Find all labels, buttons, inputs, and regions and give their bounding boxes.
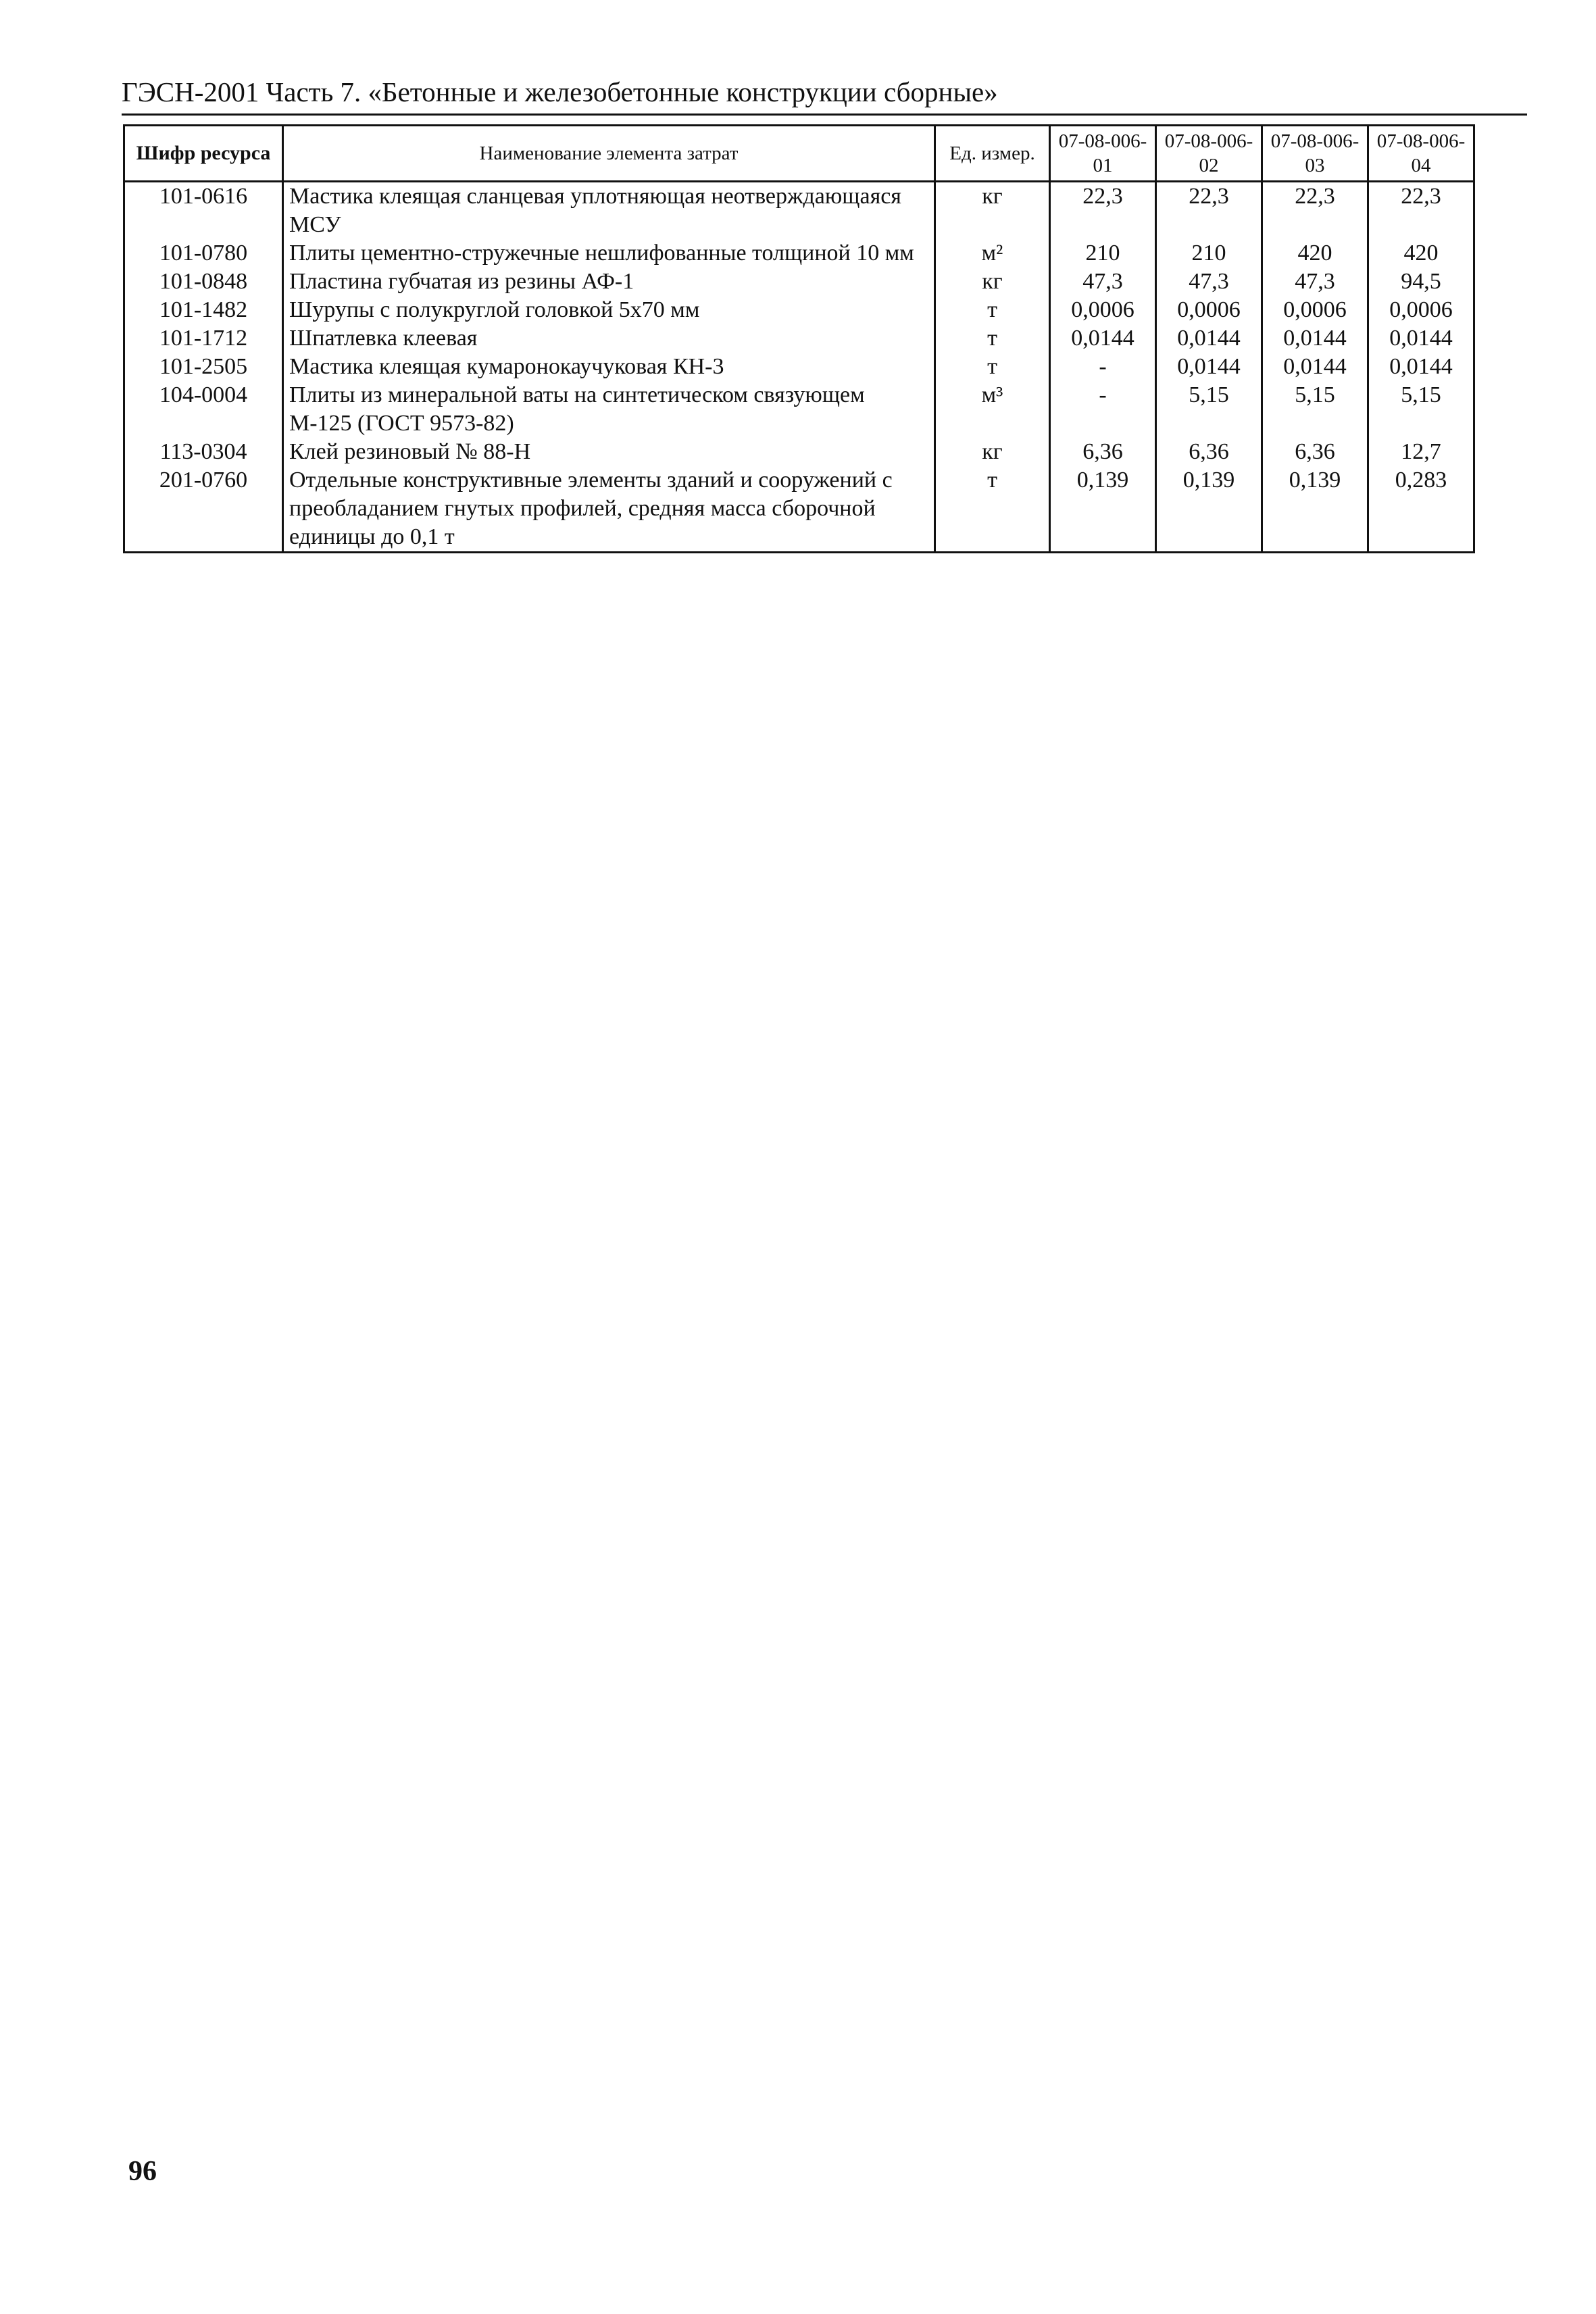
resource-unit: т bbox=[935, 353, 1050, 381]
resource-name: Клей резиновый № 88-Н bbox=[283, 438, 935, 466]
resource-unit: м² bbox=[935, 239, 1050, 268]
resource-name: Шурупы с полукруглой головкой 5х70 мм bbox=[283, 296, 935, 324]
value-07-08-006-04: 0,0006 bbox=[1368, 296, 1474, 324]
column-header-code: Шифр ресурса bbox=[124, 126, 283, 182]
value-07-08-006-01: 0,0144 bbox=[1050, 324, 1156, 353]
value-07-08-006-01: 0,139 bbox=[1050, 466, 1156, 553]
page-number: 96 bbox=[128, 2156, 157, 2187]
value-07-08-006-03: 420 bbox=[1262, 239, 1368, 268]
resource-unit: кг bbox=[935, 182, 1050, 240]
value-07-08-006-01: 22,3 bbox=[1050, 182, 1156, 240]
value-07-08-006-02: 0,0144 bbox=[1156, 324, 1262, 353]
table-header-row bbox=[124, 126, 1474, 182]
resource-code: 101-0780 bbox=[124, 239, 283, 268]
value-07-08-006-03: 0,0006 bbox=[1262, 296, 1368, 324]
value-07-08-006-02: 210 bbox=[1156, 239, 1262, 268]
table-row bbox=[124, 466, 1474, 553]
value-07-08-006-04: 0,0144 bbox=[1368, 324, 1474, 353]
column-header-07-08-006-04: 07-08-006-04 bbox=[1368, 126, 1474, 182]
value-07-08-006-02: 0,0144 bbox=[1156, 353, 1262, 381]
table-row bbox=[124, 182, 1474, 240]
value-07-08-006-03: 47,3 bbox=[1262, 268, 1368, 296]
column-header-name: Наименование элемента затрат bbox=[283, 126, 935, 182]
column-header-07-08-006-01: 07-08-006-01 bbox=[1050, 126, 1156, 182]
resource-code: 101-1482 bbox=[124, 296, 283, 324]
table-row bbox=[124, 239, 1474, 268]
resource-unit: т bbox=[935, 324, 1050, 353]
resource-code: 101-0616 bbox=[124, 182, 283, 240]
resource-code: 101-0848 bbox=[124, 268, 283, 296]
value-07-08-006-02: 22,3 bbox=[1156, 182, 1262, 240]
table-row bbox=[124, 268, 1474, 296]
value-07-08-006-03: 6,36 bbox=[1262, 438, 1368, 466]
table-row bbox=[124, 324, 1474, 353]
table-row bbox=[124, 381, 1474, 438]
value-07-08-006-04: 420 bbox=[1368, 239, 1474, 268]
resource-code: 104-0004 bbox=[124, 381, 283, 438]
value-07-08-006-01: - bbox=[1050, 381, 1156, 438]
value-07-08-006-03: 0,0144 bbox=[1262, 324, 1368, 353]
resource-unit: т bbox=[935, 296, 1050, 324]
value-07-08-006-01: 6,36 bbox=[1050, 438, 1156, 466]
column-header-unit: Ед. измер. bbox=[935, 126, 1050, 182]
value-07-08-006-01: 210 bbox=[1050, 239, 1156, 268]
value-07-08-006-02: 0,139 bbox=[1156, 466, 1262, 553]
table-row bbox=[124, 353, 1474, 381]
resource-unit: кг bbox=[935, 438, 1050, 466]
value-07-08-006-04: 5,15 bbox=[1368, 381, 1474, 438]
resource-name: Мастика клеящая кумаронокаучуковая КН-3 bbox=[283, 353, 935, 381]
value-07-08-006-04: 0,0144 bbox=[1368, 353, 1474, 381]
resource-code: 101-2505 bbox=[124, 353, 283, 381]
value-07-08-006-03: 0,139 bbox=[1262, 466, 1368, 553]
resource-name: Плиты из минеральной ваты на синтетическом связующем М-125 (ГОСТ 9573-82) bbox=[283, 381, 935, 438]
resource-name: Шпатлевка клеевая bbox=[283, 324, 935, 353]
value-07-08-006-04: 94,5 bbox=[1368, 268, 1474, 296]
value-07-08-006-04: 22,3 bbox=[1368, 182, 1474, 240]
resource-unit: кг bbox=[935, 268, 1050, 296]
value-07-08-006-02: 6,36 bbox=[1156, 438, 1262, 466]
resource-table bbox=[123, 124, 1475, 553]
value-07-08-006-02: 47,3 bbox=[1156, 268, 1262, 296]
value-07-08-006-03: 5,15 bbox=[1262, 381, 1368, 438]
value-07-08-006-03: 22,3 bbox=[1262, 182, 1368, 240]
resource-name: Пластина губчатая из резины АФ-1 bbox=[283, 268, 935, 296]
resource-name: Мастика клеящая сланцевая уплотняющая неотверждающаяся МСУ bbox=[283, 182, 935, 240]
value-07-08-006-02: 0,0006 bbox=[1156, 296, 1262, 324]
table-row bbox=[124, 438, 1474, 466]
resource-code: 113-0304 bbox=[124, 438, 283, 466]
resource-unit: м³ bbox=[935, 381, 1050, 438]
resource-name: Отдельные конструктивные элементы зданий и сооружений с преобладанием гнутых профилей, средняя масса сборочной единицы до 0,1 т bbox=[283, 466, 935, 553]
column-header-07-08-006-02: 07-08-006-02 bbox=[1156, 126, 1262, 182]
resource-code: 201-0760 bbox=[124, 466, 283, 553]
value-07-08-006-01: - bbox=[1050, 353, 1156, 381]
value-07-08-006-02: 5,15 bbox=[1156, 381, 1262, 438]
resource-code: 101-1712 bbox=[124, 324, 283, 353]
value-07-08-006-01: 47,3 bbox=[1050, 268, 1156, 296]
value-07-08-006-03: 0,0144 bbox=[1262, 353, 1368, 381]
value-07-08-006-01: 0,0006 bbox=[1050, 296, 1156, 324]
column-header-07-08-006-03: 07-08-006-03 bbox=[1262, 126, 1368, 182]
page-header: ГЭСН-2001 Часть 7. «Бетонные и железобетонные конструкции сборные» bbox=[122, 73, 1527, 116]
resource-name: Плиты цементно-стружечные нешлифованные толщиной 10 мм bbox=[283, 239, 935, 268]
table-row bbox=[124, 296, 1474, 324]
value-07-08-006-04: 12,7 bbox=[1368, 438, 1474, 466]
resource-unit: т bbox=[935, 466, 1050, 553]
value-07-08-006-04: 0,283 bbox=[1368, 466, 1474, 553]
